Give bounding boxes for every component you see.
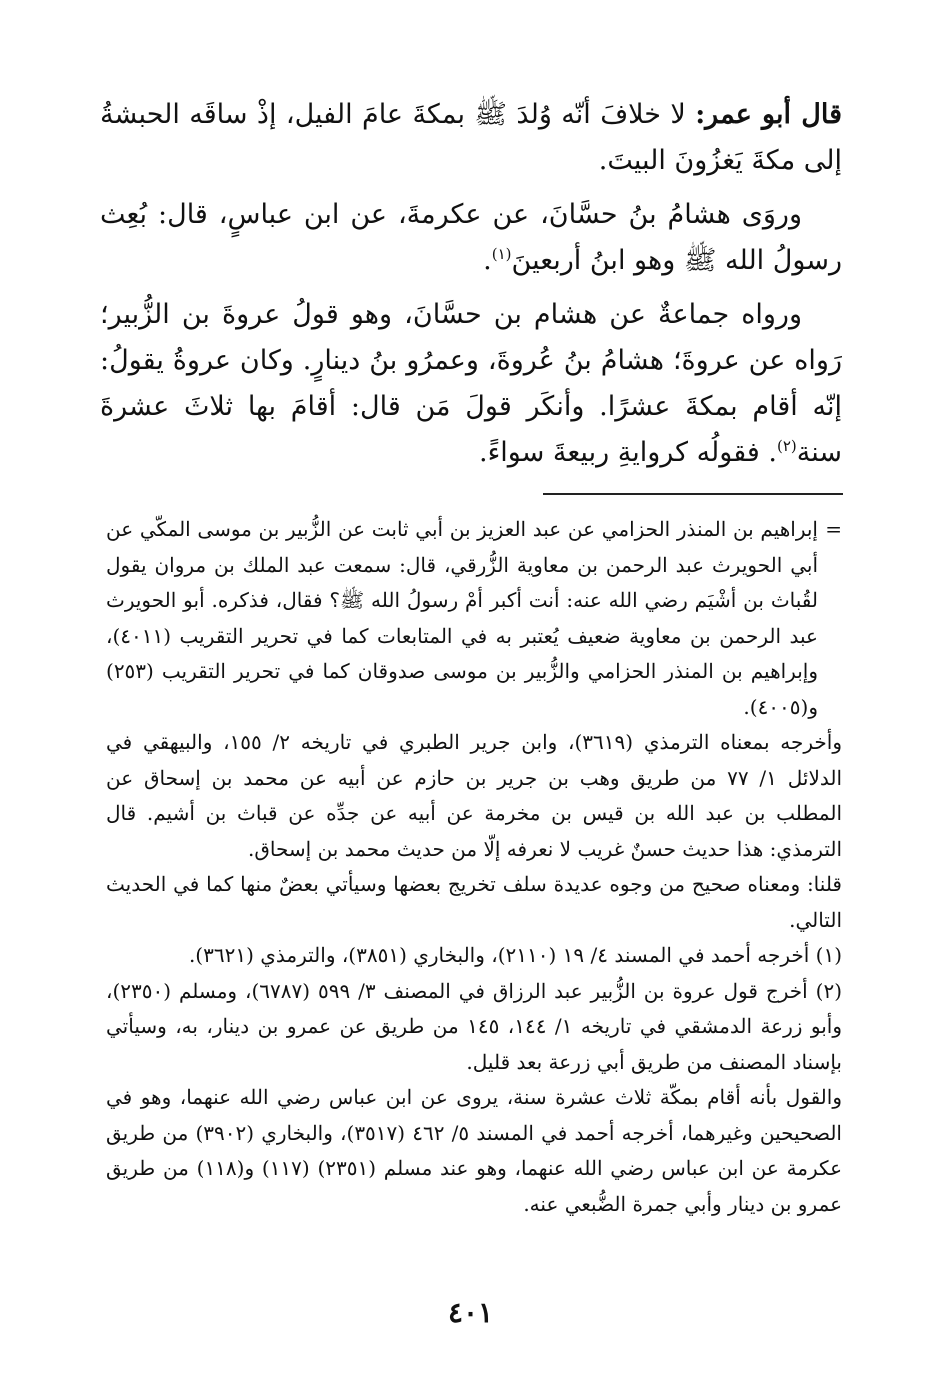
footnote-continuation [106,512,842,725]
footnote-2-continued: والقول بأنه أقام بمكّة ثلاث عشرة سنة، يروى عن ابن عباس رضي الله عنهما، وهو في الصحيحين وغيرهما، أخرجه أحمد في المسند ٥/ ٤٦٢ (٣٥١٧)، والبخاري (٣٩٠٢) من طريق عكرمة عن ابن عباس رضي الله عنهما، وهو عند مسلم (٢٣٥١) (١١٧) و(١١٨) من طريق عمرو بن دينار وأبي جمرة الضُّبعي عنه. [106,1085,843,1216]
paragraph-text: لا خلافَ أنّه وُلدَ ﷺ بمكةَ عامَ الفيل، إذْ ساقَه الحبشةُ إلى مكةَ يَغزُونَ البيتَ. [100,99,842,176]
footnote-paragraph: وأخرجه بمعناه الترمذي (٣٦١٩)، وابن جرير الطبري في تاريخه ٢/ ١٥٥، والبيهقي في الدلائل ١/ ٧٧ من طريق وهب بن جرير بن حازم عن أبيه عن محمد بن إسحاق عن المطلب بن عبد الله بن قيس بن مخرمة عن أبيه عن جدِّه عن قباث بن أشيم. قال الترمذي: هذا حديث حسنٌ غريب لا نعرفه إلّا من حديث محمد بن إسحاق. [106,730,843,861]
paragraph-end: . [483,245,492,276]
paragraph-text: ورواه جماعةٌ عن هشام بن حسَّانَ، وهو قولُ عروةَ بن الزُّبير؛ رَواه عن عروةَ؛ هشامُ بنُ عُروةَ، وعمرُو بنُ دينارٍ. وكان عروةُ يقولُ: إنّه أقام بمكةَ عشرًا. وأنكَر قولَ مَن قال: أقامَ بها ثلاثَ عشرةَ سنة [100,299,842,468]
continuation-mark: = [825,517,842,541]
footnote-ref-2[interactable]: (٢) [776,437,797,455]
main-text [100,92,842,484]
footnote-text: إبراهيم بن المنذر الحزامي عن عبد العزيز بن أبي ثابت عن الزُّبير بن موسى المكّي عن أبي الحويرث عبد الرحمن بن معاوية الزُّرقي، قال: سمعت عبد الملك بن مروان يقول لقُباث بن أشْيَم رضي الله عنه: أنت أكبر أمْ رسولُ الله ﷺ؟ فقال، فذكره. أبو الحويرث عبد الرحمن بن معاوية ضعيف يُعتبر به في المتابعات كما في تحرير التقريب (٤٠١١)، وإبراهيم بن المنذر الحزامي والزُّبير بن موسى صدوقان كما في تحرير التقريب (٢٥٣) و(٤٠٠٥). [106,517,818,719]
footnote-2: (٢) أخرج قول عروة بن الزُّبير عبد الرزاق في المصنف ٣/ ٥٩٩ (٦٧٨٧)، ومسلم (٢٣٥٠)، وأبو زرعة الدمشقي في تاريخه ١/ ١٤٤، ١٤٥ من طريق عن عمرو بن دينار، به، وسيأتي بإسناد المصنف من طريق أبي زرعة بعد قليل. [106,978,842,1074]
main-paragraph-1 [100,92,842,184]
page-number: ٤٠١ [447,1296,494,1329]
main-paragraph-3 [100,292,842,476]
footnote-paragraph: قلنا: ومعناه صحيح من وجوه عديدة سلف تخريج بعضها وسيأتي بعضٌ منها كما في الحديث التالي. [106,872,842,932]
footnote-separator [543,493,843,495]
footnote-ref-1[interactable]: (١) [491,245,512,263]
paragraph-lead: قال أبو عمر: [695,99,842,130]
paragraph-text: وروَى هشامُ بنُ حسَّانَ، عن عكرمةَ، عن ابن عباسٍ، قال: بُعِث رسولُ الله ﷺ وهو ابنُ أربعينَ [100,199,842,276]
footnote-1: (١) أخرجه أحمد في المسند ٤/ ١٩ (٢١١٠)، والبخاري (٣٨٥١)، والترمذي (٣٦٢١). [188,943,842,967]
paragraph-text-end: . فقولُه كروايةِ ربيعةَ سواءً. [479,437,777,468]
main-paragraph-2 [100,192,842,284]
footnotes [106,512,842,1222]
